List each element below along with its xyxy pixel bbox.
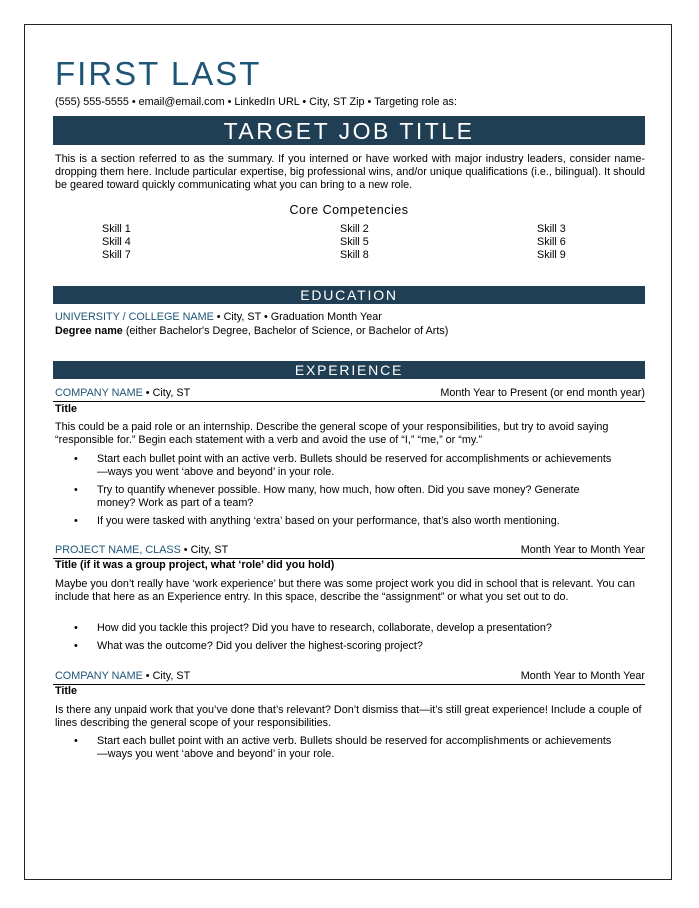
bullet-item: • What was the outcome? Did you deliver the highest-scoring project? [74,640,423,652]
skill-item: Skill 3 [537,223,566,235]
experience-entry-header [53,387,645,402]
degree-name: Degree name [55,325,123,337]
entry-description: Is there any unpaid work that you’ve done that’s relevant? Don’t dismiss that—it’s still great experience! Include a couple of lines describing the general scope of your responsibilities. [55,704,642,729]
skill-item: Skill 2 [340,223,369,235]
entry-bullets [55,735,615,766]
entry-dates: Month Year to Month Year [520,670,645,682]
entry-description: This could be a paid role or an internship. Describe the general scope of your responsibilities, but try to avoid saying “responsible for.” Begin each statement with a verb and avoid the use of “I,” “me,” or “my.” [55,421,609,446]
company-name: COMPANY NAME [55,670,143,682]
company-name: COMPANY NAME [55,387,143,399]
skill-item: Skill 8 [340,249,369,261]
skill-item: Skill 5 [340,236,369,248]
entry-title: Title (if it was a group project, what ‘role’ did you hold) [55,559,335,571]
entry-bullets [55,622,615,658]
skill-item: Skill 9 [537,249,566,261]
resume-page [24,24,672,880]
entry-dates: Month Year to Present (or end month year) [440,387,645,399]
target-job-title-band: TARGET JOB TITLE [53,116,645,145]
bullet-item: • Try to quantify whenever possible. How many, how much, how often. Did you save money? Generate money? Work as part of a team? [74,484,580,509]
skill-item: Skill 1 [102,223,131,235]
entry-description: Maybe you don’t really have ‘work experience’ but there was some project work you did in school that is relevant. You can include that here as an Experience entry. In this space, describe the “assignment” or what you set out to do. [55,578,635,603]
candidate-name: FIRST LAST [55,55,262,92]
entry-location: • City, ST [142,387,191,399]
skill-item: Skill 6 [537,236,566,248]
skill-item: Skill 4 [102,236,131,248]
skill-item: Skill 7 [102,249,131,261]
bullet-item: • How did you tackle this project? Did you have to research, collaborate, develop a presentation? [74,622,552,634]
bullet-item: • Start each bullet point with an active verb. Bullets should be reserved for accomplishments or achievements—ways you went ‘above and beyond’ in your role. [74,453,612,478]
entry-location: • City, ST [180,544,229,556]
entry-bullets [55,453,615,533]
project-name: PROJECT NAME, CLASS [55,544,181,556]
summary-text: This is a section referred to as the summary. If you interned or have worked with major industry leaders, consider name-dropping them here. Include particular expertise, big professional wins, and/or unique qualifications (i.e., bilingual). It should be geared toward quickly communicating what you can bring to a new role. [55,153,645,191]
bullet-item: • Start each bullet point with an active verb. Bullets should be reserved for accomplishments or achievements—ways you went ‘above and beyond’ in your role. [74,735,612,760]
education-degree-line [55,325,645,338]
core-competencies-title: Core Competencies [289,203,409,217]
entry-title: Title [55,685,77,697]
school-detail: • City, ST • Graduation Month Year [213,311,382,323]
degree-detail: (either Bachelor's Degree, Bachelor of Science, or Bachelor of Arts) [122,325,449,337]
education-heading: EDUCATION [53,286,645,304]
experience-heading: EXPERIENCE [53,361,645,379]
entry-dates: Month Year to Month Year [520,544,645,556]
experience-entry-header [53,670,645,685]
entry-location: • City, ST [142,670,191,682]
experience-entry-header [53,544,645,559]
entry-title: Title [55,403,77,415]
contact-line: (555) 555-5555 • email@email.com • LinkedIn URL • City, ST Zip • Targeting role as: [55,96,457,108]
school-name: UNIVERSITY / COLLEGE NAME [55,311,214,323]
bullet-item: • If you were tasked with anything ‘extra’ based on your performance, that’s also worth mentioning. [74,515,560,527]
education-school-line [55,311,645,324]
